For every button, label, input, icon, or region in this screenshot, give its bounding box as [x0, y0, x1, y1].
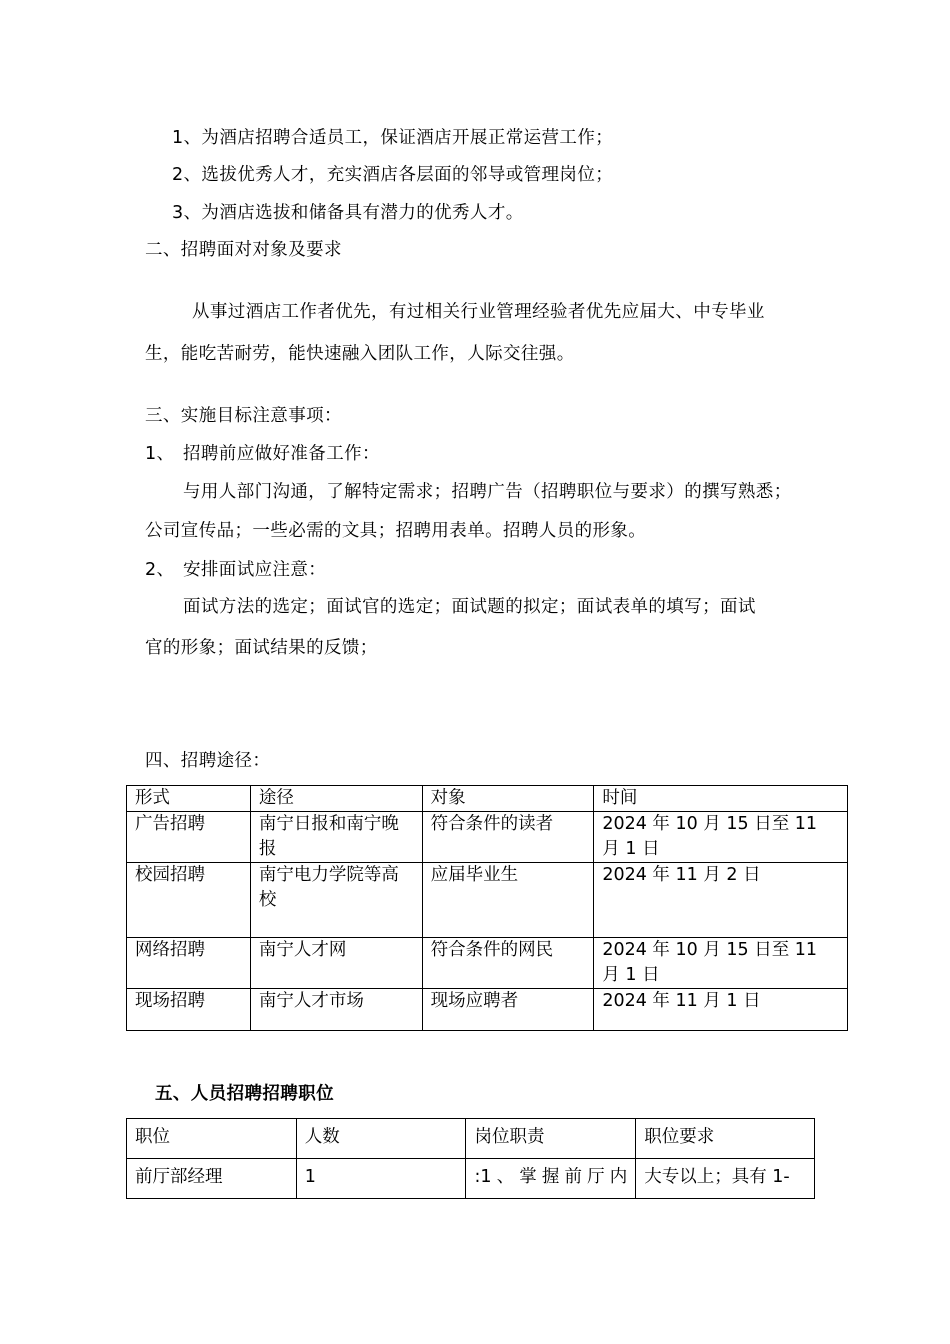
table-cell: 符合条件的网民	[422, 938, 594, 989]
section2-paragraph-line1: 从事过酒店工作者优先，有过相关行业管理经验者优先应届大、中专毕业	[192, 302, 765, 322]
table-cell: 2024 年 10 月 15 日至 11 月 1 日	[594, 938, 848, 989]
table-cell: :1、掌握前厅内	[466, 1159, 636, 1199]
recruitment-channels-table	[126, 785, 848, 1031]
table-row	[127, 989, 848, 1031]
section3-item2-line1: 面试方法的选定；面试官的选定；面试题的拟定；面试表单的填写；面试	[183, 597, 756, 617]
table-header-row	[127, 786, 848, 812]
section3-item2-number: 2、	[145, 560, 175, 580]
header-cell: 对象	[422, 786, 594, 812]
table-cell: 应届毕业生	[422, 863, 594, 938]
table-cell: 符合条件的读者	[422, 812, 594, 863]
table-cell: 南宁日报和南宁晚报	[250, 812, 422, 863]
section3-item1-title: 招聘前应做好准备工作：	[183, 444, 380, 464]
table-cell: 2024 年 10 月 15 日至 11 月 1 日	[594, 812, 848, 863]
section3-item1-line1: 与用人部门沟通，了解特定需求；招聘广告（招聘职位与要求）的撰写熟悉；	[183, 482, 792, 502]
header-cell: 岗位职责	[466, 1119, 636, 1159]
section3-heading: 三、实施目标注意事项：	[145, 406, 342, 426]
table-cell: 南宁电力学院等高校	[250, 863, 422, 938]
table-header-row	[127, 1119, 815, 1159]
table-cell: 大专以上；具有 1-	[636, 1159, 815, 1199]
section2-heading: 二、招聘面对对象及要求	[145, 240, 342, 260]
section3-item2-line2: 官的形象；面试结果的反馈；	[145, 638, 378, 658]
section3-item1-line2: 公司宣传品；一些必需的文具；招聘用表单。招聘人员的形象。	[145, 521, 647, 541]
table-row	[127, 812, 848, 863]
table-cell: 广告招聘	[127, 812, 251, 863]
recruitment-positions-table	[126, 1118, 815, 1199]
section3-item1-number: 1、	[145, 444, 175, 464]
table-cell: 前厅部经理	[127, 1159, 297, 1199]
header-cell: 形式	[127, 786, 251, 812]
section2-paragraph-line2: 生，能吃苦耐劳，能快速融入团队工作，人际交往强。	[145, 344, 575, 364]
table-cell: 2024 年 11 月 1 日	[594, 989, 848, 1031]
table-cell: 现场应聘者	[422, 989, 594, 1031]
table-cell: 南宁人才市场	[250, 989, 422, 1031]
table-cell: 南宁人才网	[250, 938, 422, 989]
table-row	[127, 863, 848, 938]
goal-item-1: 1、为酒店招聘合适员工，保证酒店开展正常运营工作；	[172, 128, 614, 148]
section5-heading: 五、人员招聘招聘职位	[155, 1084, 334, 1104]
table-row	[127, 938, 848, 989]
header-cell: 人数	[296, 1119, 466, 1159]
table-cell: 2024 年 11 月 2 日	[594, 863, 848, 938]
goal-item-2: 2、选拔优秀人才，充实酒店各层面的邻导或管理岗位；	[172, 165, 614, 185]
section4-heading: 四、招聘途径：	[145, 751, 271, 771]
table-cell: 校园招聘	[127, 863, 251, 938]
header-cell: 时间	[594, 786, 848, 812]
table-cell: 现场招聘	[127, 989, 251, 1031]
header-cell: 职位要求	[636, 1119, 815, 1159]
table-cell: 1	[296, 1159, 466, 1199]
table-cell: 网络招聘	[127, 938, 251, 989]
header-cell: 职位	[127, 1119, 297, 1159]
table-row	[127, 1159, 815, 1199]
section3-item2-title: 安排面试应注意：	[183, 560, 327, 580]
goal-item-3: 3、为酒店选拔和储备具有潜力的优秀人才。	[172, 203, 524, 223]
header-cell: 途径	[250, 786, 422, 812]
